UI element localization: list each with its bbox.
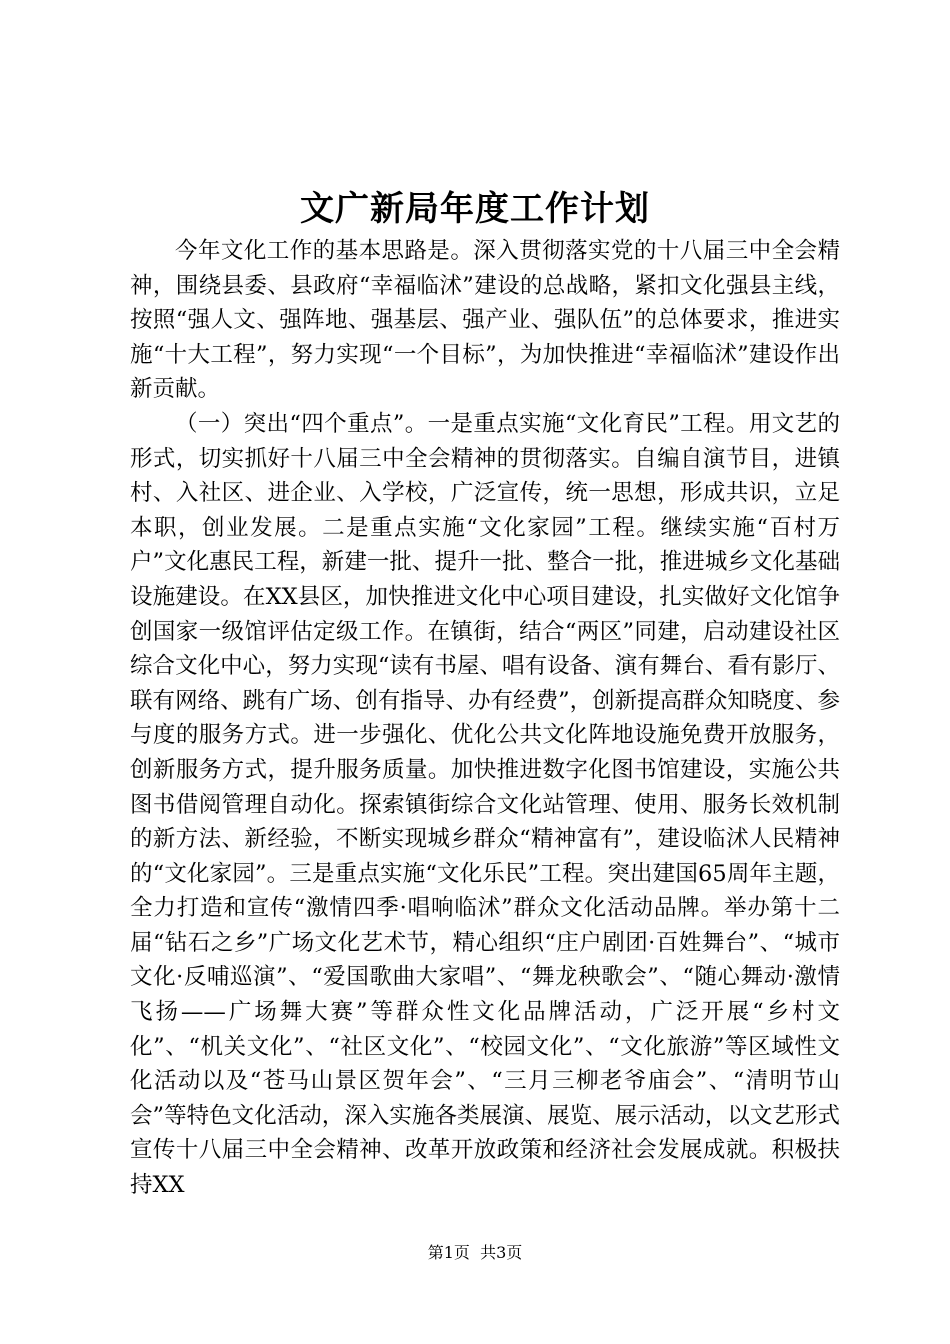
page-title: 文广新局年度工作计划 — [300, 189, 650, 229]
page-number: 第1页 共3页 — [427, 1243, 523, 1262]
paragraph-intro: 今年文化工作的基本思路是。深入贯彻落实党的十八届三中全会精神，围绕县委、县政府“幸福临沭”建设的总战略，紧扣文化强县主线，按照“强人文、强阵地、强基层、强产业、强队伍”的总体要求，推进实施“十大工程”，努力实现“一个目标”，为加快推进“幸福临沭”建设作出新贡献。 — [130, 238, 840, 403]
paragraph-section-one: （一）突出“四个重点”。一是重点实施“文化育民”工程。用文艺的形式，切实抓好十八届三中全会精神的贯彻落实。自编自演节目，进镇村、入社区、进企业、入学校，广泛宣传，统一思想，形成共识，立足本职，创业发展。二是重点实施“文化家园”工程。继续实施“百村万户”文化惠民工程，新建一批、提升一批、整合一批，推进城乡文化基础设施建设。在XX县区，加快推进文化中心项目建设，扎实做好文化馆争创国家一级馆评估定级工作。在镇街，结合“两区”同建，启动建设社区综合文化中心，努力实现“读有书屋、唱有设备、演有舞台、看有影厅、联有网络、跳有广场、创有指导、办有经费”，创新提高群众知晓度、参与度的服务方式。进一步强化、优化公共文化阵地设施免费开放服务，创新服务方式，提升服务质量。加快推进数字化图书馆建设，实施公共图书借阅管理自动化。探索镇街综合文化站管理、使用、服务长效机制的新方法、新经验，不断实现城乡群众“精神富有”，建设临沭人民精神的“文化家园”。三是重点实施“文化乐民”工程。突出建国65周年主题，全力打造和宣传“激情四季·唱响临沭”群众文化活动品牌。举办第十二届“钻石之乡”广场文化艺术节，精心组织“庄户剧团·百姓舞台”、“城市文化·反哺巡演”、“爱国歌曲大家唱”、“舞龙秧歌会”、“随心舞动·激情飞扬——广场舞大赛”等群众性文化品牌活动，广泛开展“乡村文化”、“机关文化”、“社区文化”、“校园文化”、“文化旅游”等区域性文化活动以及“苍马山景区贺年会”、“三月三柳老爷庙会”、“清明节山会”等特色文化活动，深入实施各类展演、展览、展示活动，以文艺形式宣传十八届三中全会精神、改革开放政策和经济社会发展成就。积极扶持XX — [130, 410, 840, 1199]
body-text — [130, 234, 840, 1203]
